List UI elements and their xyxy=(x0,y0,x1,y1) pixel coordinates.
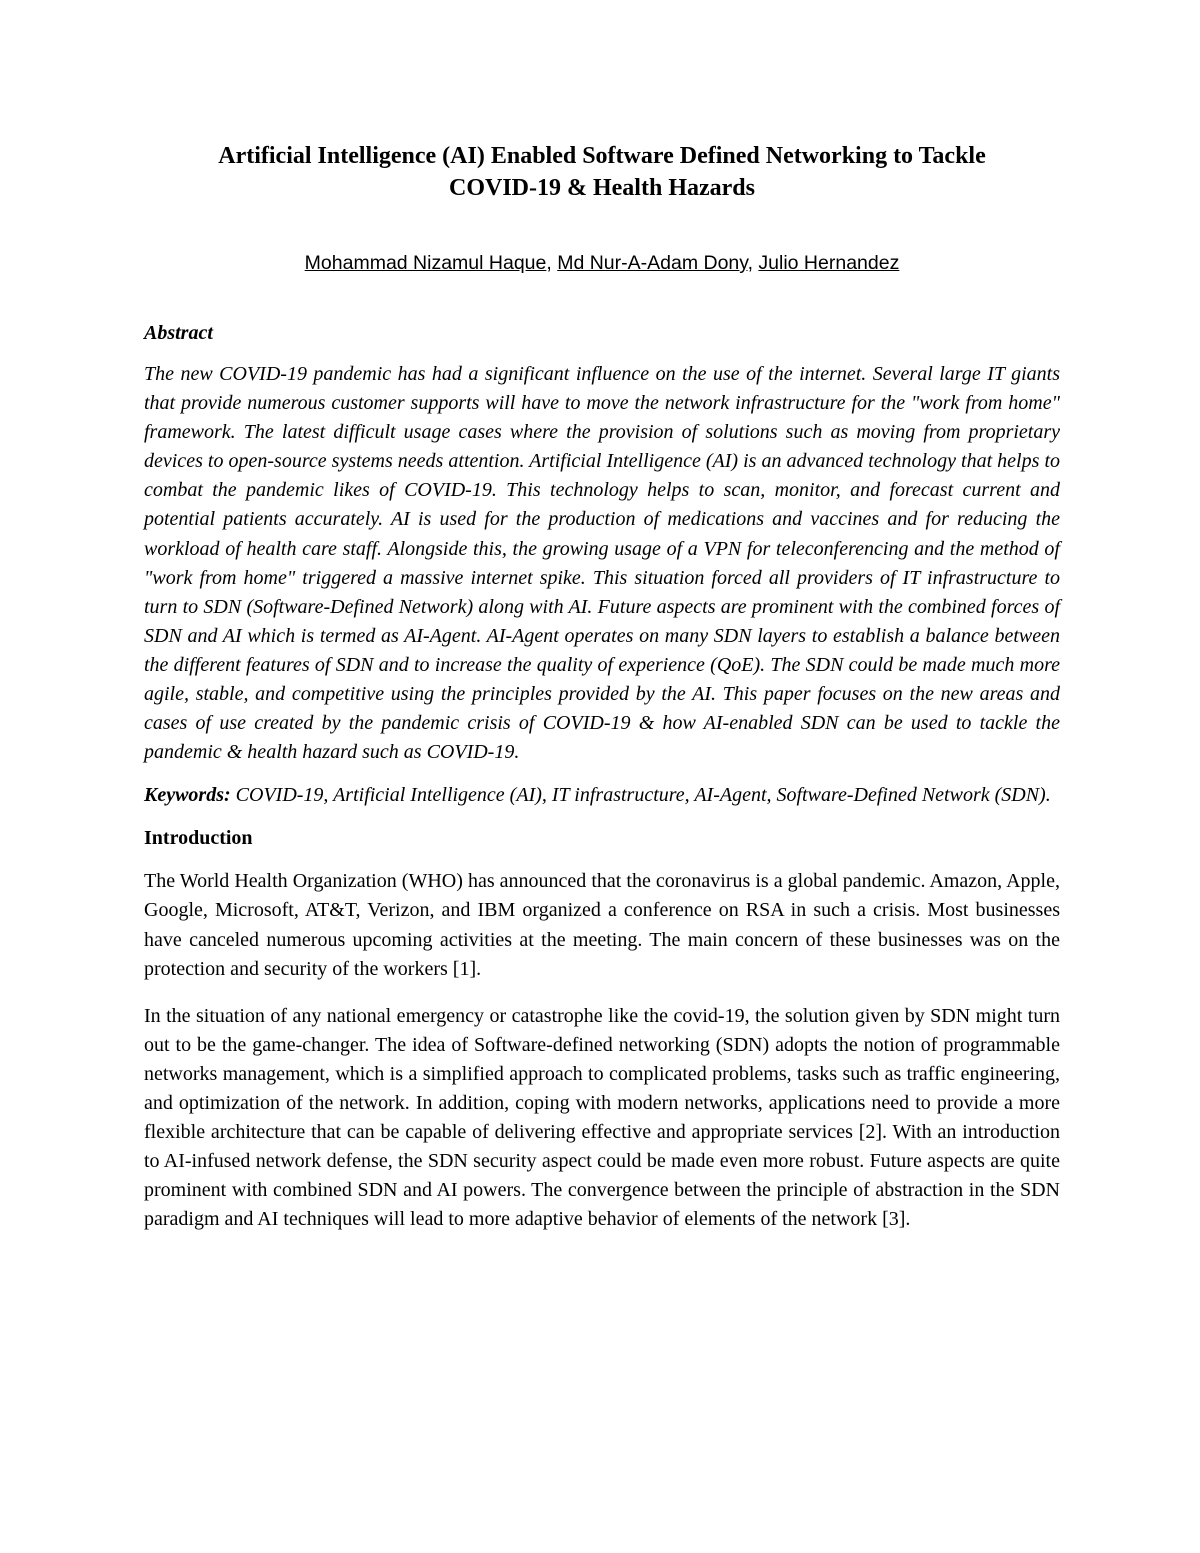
author-separator: , xyxy=(747,252,759,274)
introduction-heading: Introduction xyxy=(144,827,253,850)
author-list xyxy=(144,250,1060,276)
keywords-text: COVID-19, Artificial Intelligence (AI), IT infrastructure, AI-Agent, Software-Defined Network (SDN). xyxy=(230,784,1051,807)
paper-title xyxy=(144,140,1060,204)
paper-page xyxy=(144,140,1060,1234)
intro-paragraph: In the situation of any national emergency or catastrophe like the covid-19, the solution given by SDN might turn out to be the game-changer. The idea of Software-defined networking (SDN) adopts the notion of programmable networks management, which is a simplified approach to complicated problems, tasks such as traffic engineering, and optimization of the network. In addition, coping with modern networks, applications need to provide a more flexible architecture that can be capable of delivering effective and appropriate services [2]. With an introduction to AI-infused network defense, the SDN security aspect could be made even more robust. Future aspects are quite prominent with combined SDN and AI powers. The convergence between the principle of abstraction in the SDN paradigm and AI techniques will lead to more adaptive behavior of elements of the network [3]. xyxy=(144,1004,1060,1231)
intro-paragraph: The World Health Organization (WHO) has announced that the coronavirus is a global pandemic. Amazon, Apple, Google, Microsoft, AT&T, Verizon, and IBM organized a conference on RSA in such a crisis. Most businesses have canceled numerous upcoming activities at the meeting. The main concern of these businesses was on the protection and security of the workers [1]. xyxy=(144,870,1060,980)
abstract-heading: Abstract xyxy=(144,322,213,344)
author-link[interactable]: Julio Hernandez xyxy=(758,252,900,274)
keywords xyxy=(144,781,1060,810)
title-line-1: Artificial Intelligence (AI) Enabled Software Defined Networking to Tackle xyxy=(218,143,986,169)
title-line-2: COVID-19 & Health Hazards xyxy=(449,175,755,201)
author-link[interactable]: Mohammad Nizamul Haque xyxy=(304,252,547,274)
keywords-label: Keywords: xyxy=(144,784,231,807)
author-link[interactable]: Md Nur-A-Adam Dony xyxy=(557,252,748,274)
author-separator: , xyxy=(546,252,558,274)
abstract-text: The new COVID-19 pandemic has had a significant influence on the use of the internet. Several large IT giants that provide numerous customer supports will have to move the network infrastructure for the "work from home" framework. The latest difficult usage cases where the provision of solutions such as moving from proprietary devices to open-source systems needs attention. Artificial Intelligence (AI) is an advanced technology that helps to combat the pandemic likes of COVID-19. This technology helps to scan, monitor, and forecast current and potential patients accurately. AI is used for the production of medications and vaccines and for reducing the workload of health care staff. Alongside this, the growing usage of a VPN for teleconferencing and the method of "work from home" triggered a massive internet spike. This situation forced all providers of IT infrastructure to turn to SDN (Software-Defined Network) along with AI. Future aspects are prominent with the combined forces of SDN and AI which is termed as AI-Agent. AI-Agent operates on many SDN layers to establish a balance between the different features of SDN and to increase the quality of experience (QoE). The SDN could be made much more agile, stable, and competitive using the principles provided by the AI. This paper focuses on the new areas and cases of use created by the pandemic crisis of COVID-19 & how AI-enabled SDN can be used to tackle the pandemic & health hazard such as COVID-19. xyxy=(144,363,1060,764)
